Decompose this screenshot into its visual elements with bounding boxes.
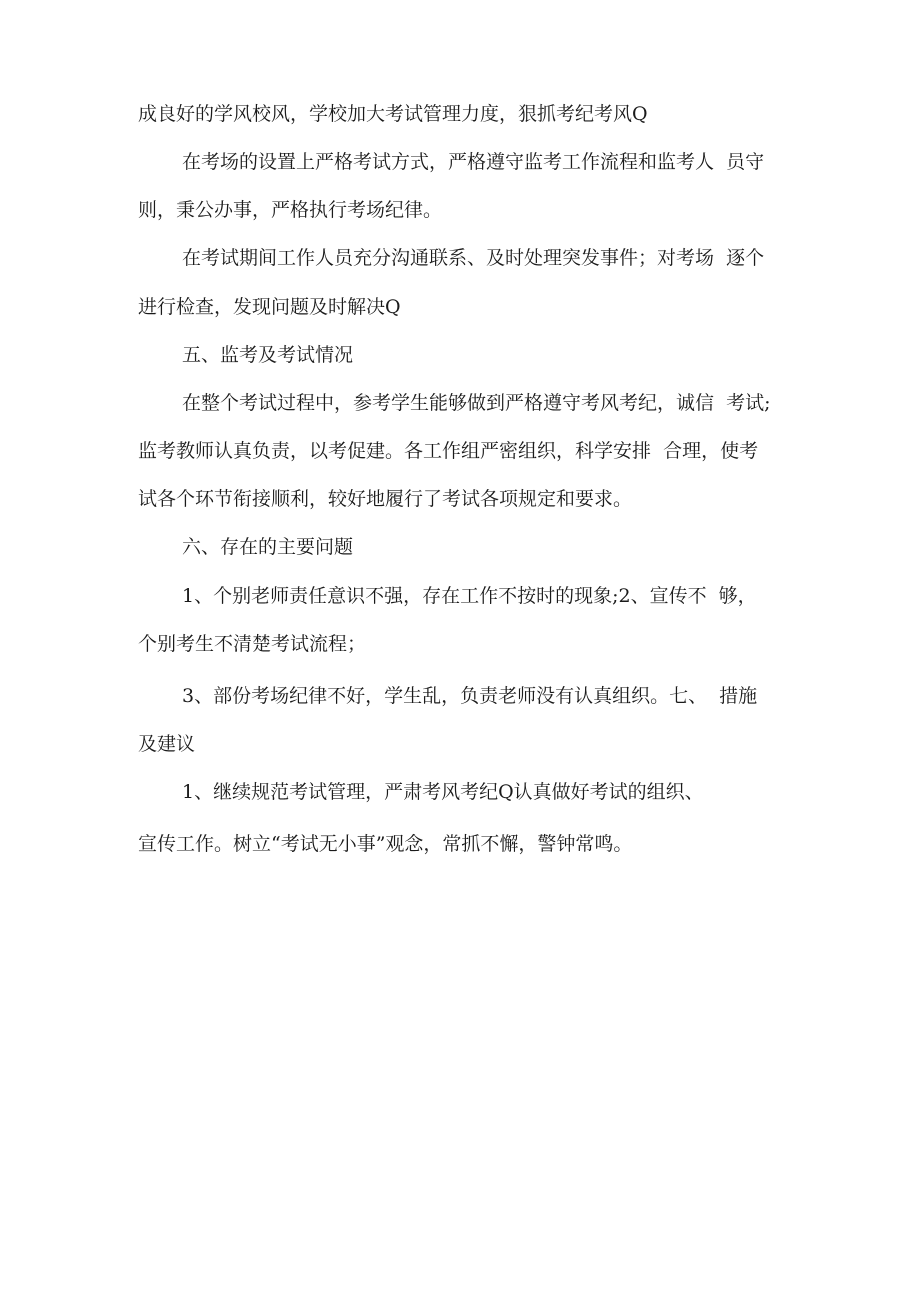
paragraph-line: 在整个考试过程中，参考学生能够做到严格遵守考风考纪，诚信 考试; [182, 392, 771, 414]
paragraph-line: 3、部份考场纪律不好，学生乱，负责老师没有认真组织。七、 措施 [182, 685, 758, 707]
paragraph-line: 在考场的设置上严格考试方式，严格遵守监考工作流程和监考人 员守 [182, 151, 765, 173]
paragraph-line: 及建议 [138, 733, 196, 755]
paragraph-line: 试各个环节衔接顺利，较好地履行了考试各项规定和要求。 [138, 488, 633, 510]
paragraph-line: 成良好的学风校风，学校加大考试管理力度，狠抓考纪考风Q [138, 103, 648, 125]
paragraph-line: 1、个别老师责任意识不强，存在工作不按时的现象;2、宣传不 够， [182, 585, 757, 607]
paragraph-line: 进行检查，发现问题及时解决Q [138, 296, 401, 318]
paragraph-line: 在考试期间工作人员充分沟通联系、及时处理突发事件；对考场 逐个 [182, 247, 765, 269]
section-heading: 五、监考及考试情况 [182, 344, 354, 366]
paragraph-line: 则，秉公办事，严格执行考场纪律。 [138, 199, 443, 221]
paragraph-line: 监考教师认真负责，以考促建。各工作组严密组织，科学安排 合理，使考 [138, 440, 759, 462]
section-heading: 六、存在的主要问题 [182, 536, 354, 558]
paragraph-line: 宣传工作。树立“考试无小事”观念，常抓不懈，警钟常鸣。 [138, 833, 633, 855]
paragraph-line: 个别考生不清楚考试流程； [138, 633, 367, 655]
paragraph-line: 1、继续规范考试管理，严肃考风考纪Q认真做好考试的组织、 [182, 781, 704, 803]
